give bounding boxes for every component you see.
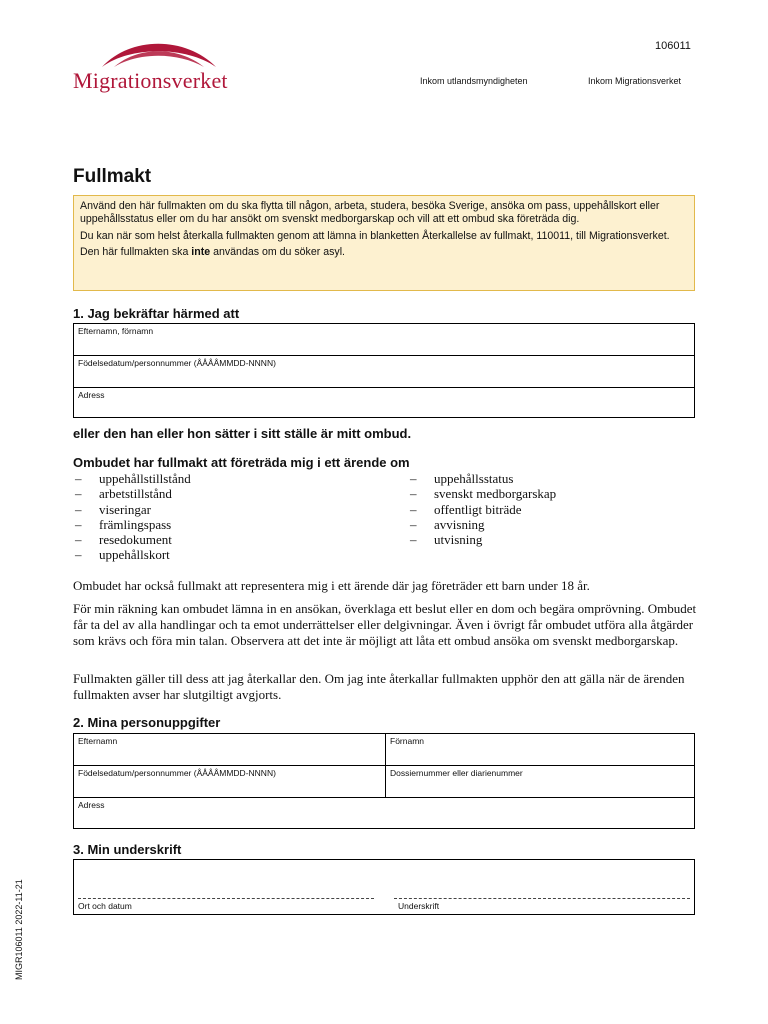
representative-address-label: Adress	[78, 390, 105, 400]
list-item: – uppehållstillstånd	[73, 471, 373, 486]
matters-heading: Ombudet har fullmakt att företräda mig i ett ärende om	[73, 455, 410, 470]
section-3-heading: 3. Min underskrift	[73, 842, 182, 857]
personal-dob-field[interactable]	[74, 766, 385, 797]
matters-list-left	[73, 471, 373, 563]
list-item: – svenskt medborgarskap	[408, 486, 688, 501]
personal-details-table	[73, 733, 695, 829]
list-item: – främlingspass	[73, 517, 373, 532]
info-bold-not: inte	[191, 246, 211, 259]
representative-statement: eller den han eller hon sätter i sitt ställe är mitt ombud.	[73, 426, 412, 441]
case-number-label: Dossiernummer eller diarienummer	[390, 768, 523, 778]
list-item: – resedokument	[73, 532, 373, 547]
firstname-label: Förnamn	[390, 736, 425, 746]
form-version-sidebar: MIGR106011 2022-11-21	[14, 879, 24, 980]
logo-text: Migrationsverket	[73, 68, 228, 93]
list-item: – avvisning	[408, 517, 688, 532]
lastname-label: Efternamn	[78, 736, 118, 746]
received-agency-label: Inkom Migrationsverket	[588, 76, 682, 86]
representative-dob-label: Födelsedatum/personnummer (ÅÅÅÅMMDD-NNNN)	[78, 358, 276, 368]
representative-table	[73, 323, 695, 418]
paragraph-powers: För min räkning kan ombudet lämna in en ansökan, överklaga ett beslut eller en dom och begära omprövning. Ombudet får ta del av alla handlingar och ta emot underrättelser eller delgivningar. Även i övrigt får ombudet utföra alla åtgärder som krävs och föra min talan. Observera att det inte är möjligt att låta ett ombud ansöka om svenskt medborgarskap.	[73, 601, 697, 648]
migrationsverket-logo-arc-icon	[100, 40, 218, 68]
info-paragraph-1: Använd den här fullmakten om du ska flytta till någon, arbeta, studera, besöka Sverige, ansöka om pass, uppehållskort eller uppehållsstatus eller om du har ansökt om svenskt medborgarskap och vill att ett ombud ska företräda dig.	[80, 200, 660, 226]
representative-dob-field[interactable]	[74, 356, 694, 388]
representative-address-field[interactable]	[74, 388, 694, 417]
personal-address-label: Adress	[78, 800, 105, 810]
list-item: – uppehållsstatus	[408, 471, 688, 486]
matters-list-right	[408, 471, 688, 547]
personal-row-names	[74, 734, 694, 766]
page-title: Fullmakt	[73, 166, 152, 187]
personal-address-field[interactable]	[74, 798, 694, 828]
list-item: – utvisning	[408, 532, 688, 547]
info-paragraph-3: Den här fullmakten ska inte användas om du söker asyl.	[80, 246, 345, 259]
paragraph-child-representation: Ombudet har också fullmakt att representera mig i ett ärende där jag företräder ett barn under 18 år.	[73, 578, 590, 593]
representative-name-field[interactable]	[74, 324, 694, 356]
signature-label: Underskrift	[398, 901, 440, 911]
list-item: – uppehållskort	[73, 547, 373, 562]
form-number: 106011	[655, 40, 691, 52]
representative-name-label: Efternamn, förnamn	[78, 326, 154, 336]
list-item: – viseringar	[73, 502, 373, 517]
info-paragraph-2: Du kan när som helst återkalla fullmakten genom att lämna in blanketten Återkallelse av fullmakt, 110011, till Migrationsverket.	[80, 229, 670, 242]
signature-box	[73, 859, 695, 915]
info-box	[73, 195, 695, 291]
place-date-label: Ort och datum	[78, 901, 132, 911]
personal-row-ids	[74, 766, 694, 798]
lastname-field[interactable]	[74, 734, 385, 765]
personal-dob-label: Födelsedatum/personnummer (ÅÅÅÅMMDD-NNNN)	[78, 768, 276, 778]
section-1-heading: 1. Jag bekräftar härmed att	[73, 306, 240, 321]
list-item: – arbetstillstånd	[73, 486, 373, 501]
section-2-heading: 2. Mina personuppgifter	[73, 715, 221, 730]
paragraph-validity: Fullmakten gäller till dess att jag återkallar den. Om jag inte återkallar fullmakten upphör den att gälla när de ärenden fullmakten avser har slutgiltigt avgjorts.	[73, 671, 685, 702]
list-item: – offentligt biträde	[408, 502, 688, 517]
firstname-field[interactable]	[385, 734, 694, 765]
received-embassy-label: Inkom utlandsmyndigheten	[420, 76, 528, 86]
case-number-field[interactable]	[385, 766, 694, 797]
